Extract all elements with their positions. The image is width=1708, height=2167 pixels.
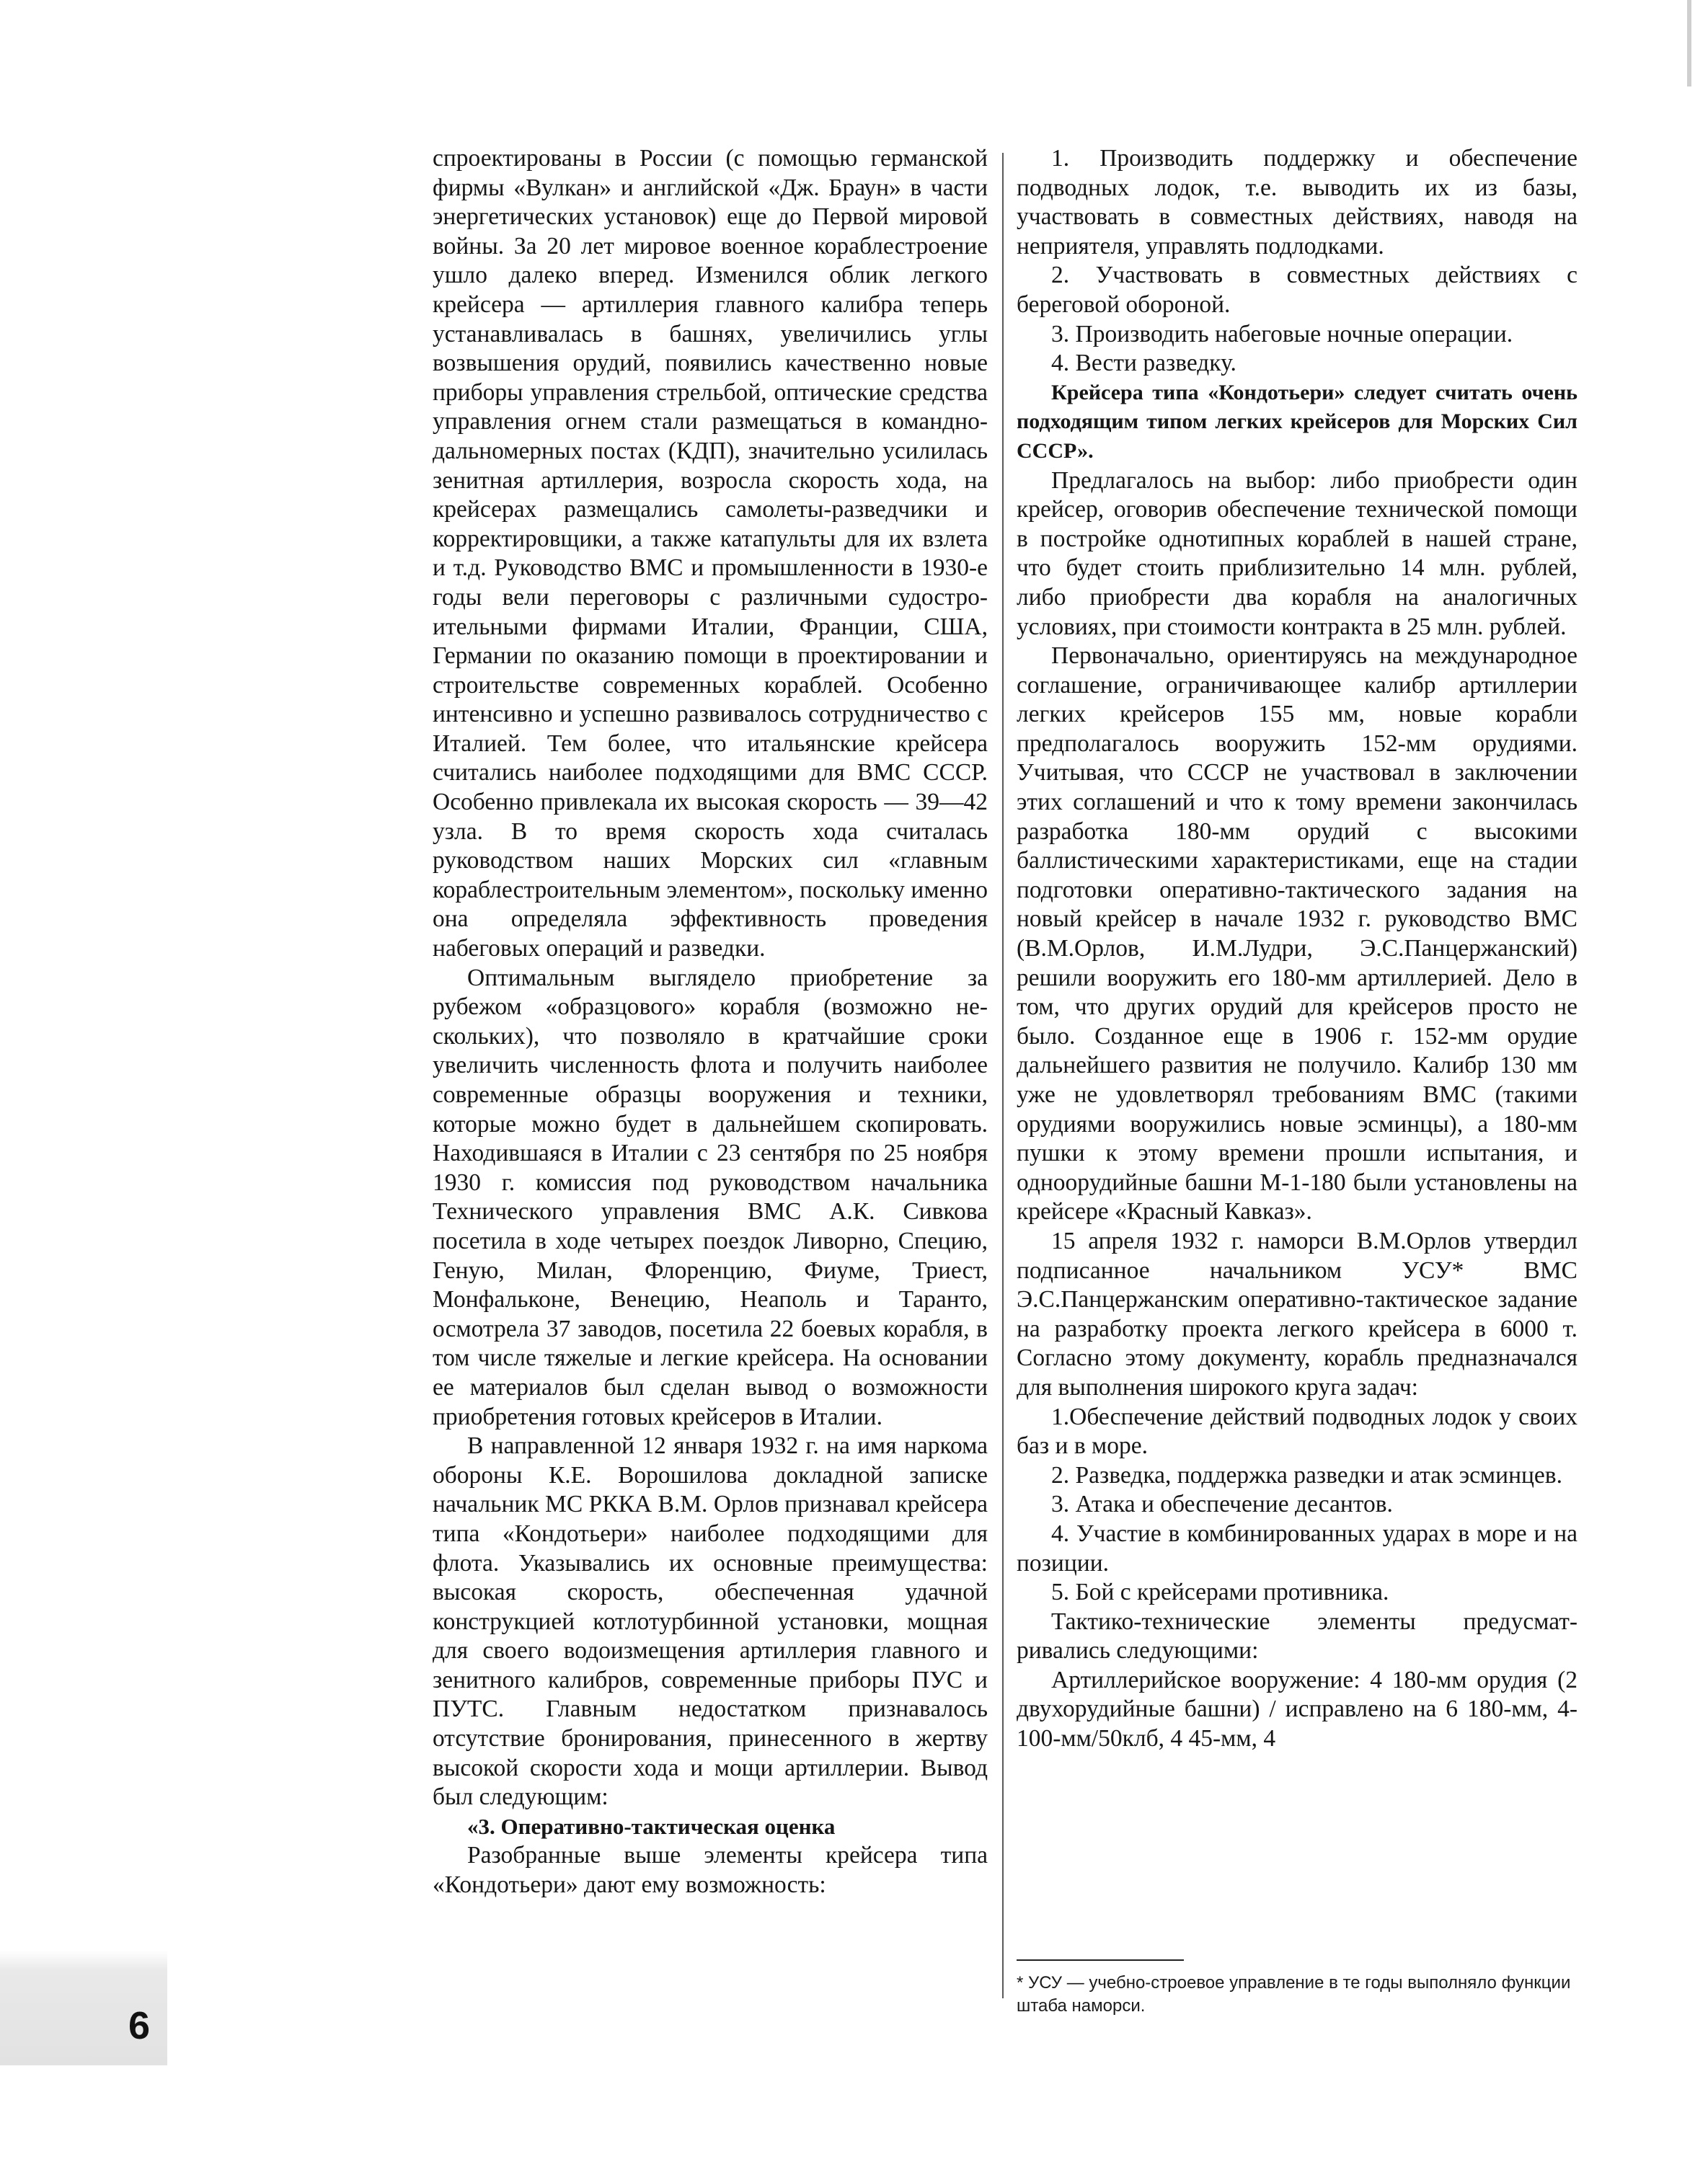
page-number: 6 bbox=[128, 2004, 151, 2047]
scan-edge-mark bbox=[1687, 0, 1691, 87]
paragraph: Тактико-технические элементы предусматривались следующими: bbox=[1017, 1608, 1578, 1665]
list-item: 1.Обеспечение действий подводных лодок у своих баз и в море. bbox=[1017, 1403, 1578, 1460]
left-text-column bbox=[433, 144, 988, 1900]
paragraph: Первоначально, ориентируясь на международное соглашение, ограничивающее калибр артиллерии легких крейсеров 155 мм, новые корабли предполагалось вооружить 152-мм орудиями. Учитывая, что СССР не участвовал в заключении этих соглашений и что к тому времени закончилась разработка 180-мм орудий с высокими баллистическими характеристиками, еще на стадии подготовки оперативно-тактического задания на новый крейсер в начале 1932 г. руководство ВМС (В.М.Орлов, И.М.Лудри, Э.С.Панцержанский) решили вооружить его 180-мм артиллерией. Дело в том, что других орудий для крейсеров просто не было. Созданное еще в 1906 г. 152-мм орудие дальнейшего развития не получило. Калибр 130 мм уже не удовлетворял требованиям ВМС (такими орудиями вооружились новые эсминцы), а 180-мм пушки к этому времени прошли испытания, и одноорудийные башни М-1-180 были установлены на крейсере «Красный Кавказ». bbox=[1017, 642, 1578, 1226]
column-divider bbox=[1002, 153, 1004, 1998]
section-heading: «3. Оперативно-тактическая оценка bbox=[467, 1813, 836, 1839]
paragraph: 15 апреля 1932 г. наморси В.М.Орлов утвердил подписанное начальником УСУ* ВМС Э.С.Панцержанским оперативно-тактическое задание на разработку проекта легкого крейсера в 6000 т. Согласно этому документу, корабль предназначался для выполнения широкого круга задач: bbox=[1017, 1227, 1578, 1401]
list-item: 3. Атака и обеспечение десантов. bbox=[1051, 1491, 1393, 1518]
bold-conclusion: Крейсера типа «Кондотьери» следует считать очень подходящим типом легких крейсеров для Морских Сил СССР». bbox=[1017, 380, 1578, 463]
list-item: 2. Разведка, поддержка разведки и атак эсминцев. bbox=[1051, 1461, 1562, 1489]
paragraph: В направленной 12 января 1932 г. на имя наркома обороны К.Е. Ворошилова докладной записке начальник МС РККА В.М. Орлов признавал крейсера типа «Кондотьери» наиболее подходящими для флота. Указывались их основные преимущества: высокая скорость, обеспеченная удачной конструкцией котлотурбинной установки, мощная для своего водоизмещения артиллерия главного и зенитного калибров, современные приборы ПУС и ПУТС. Главным недостатком признавалось отсутствие бронирования, принесенного в жертву высокой скорости хода и мощи артиллерии. Вывод был следующим: bbox=[433, 1432, 988, 1811]
paragraph: спроектированы в России (с помощью германской фирмы «Вулкан» и английской «Дж. Браун» в части энергетических установок) еще до Первой мировой войны. За 20 лет мировое военное кораблестроение ушло далеко вперед. Изменился облик легкого крейсера — артиллерия главного калибра теперь устанавливалась в башнях, увеличились углы возвышения орудий, появились качественно новые приборы управления стрельбой, оптические средства управления огнем стали размещаться в командно-дальномерных постах (КДП), значительно усилилась зенитная артиллерия, возросла скорость хода, на крейсерах размещались самолеты-разведчики и корректировщики, а также катапульты для их взлета и т.д. Руководство ВМС и промышленности в 1930-е годы вели переговоры с различными судостроительными фирмами Италии, Франции, США, Германии по оказанию помощи в проектировании и строительстве современных кораблей. Особенно интенсивно и успешно развивалось сотрудничество с Италией. Тем более, что итальянские крейсера считались наиболее подходящими для ВМС СССР. Особенно привлекала их высокая скорость — 39—42 узла. В то время скорость хода считалась руководством наших Морских сил «главным кораблестроительным элементом», поскольку именно она определяла эффективность проведения набеговых операций и разведки. bbox=[433, 145, 988, 962]
footnote: * УСУ — учебно-строевое управление в те годы выполняло функции штаба наморси. bbox=[1017, 1973, 1571, 2016]
list-item: 5. Бой с крейсерами противника. bbox=[1051, 1579, 1389, 1606]
paragraph: Разобранные выше элементы крейсера типа «Кондотьери» дают ему возможность: bbox=[433, 1842, 988, 1899]
right-text-column bbox=[1017, 144, 1578, 1754]
list-item: 4. Участие в комбинированных ударах в море и на позиции. bbox=[1017, 1520, 1578, 1577]
paragraph: Артиллерийское вооружение: 4 180-мм орудия (2 двухорудийные башни) / исправлено на 6 180-мм, 4-100-мм/50клб, 4 45-мм, 4 bbox=[1017, 1666, 1578, 1752]
footnote-divider bbox=[1017, 1959, 1184, 1961]
list-item: 2. Участвовать в совместных действиях с береговой обороной. bbox=[1017, 262, 1578, 318]
list-item: 3. Производить набеговые ночные операции. bbox=[1051, 320, 1513, 347]
paragraph: Предлагалось на выбор: либо приобрести один крейсер, оговорив обеспечение технической помощи в постройке однотипных кораблей в нашей стране, что будет стоить приблизительно 14 млн. рублей, либо приобрести два корабля на аналогичных условиях, при стоимости контракта в 25 млн. рублей. bbox=[1017, 466, 1578, 640]
list-item: 4. Вести разведку. bbox=[1051, 350, 1236, 377]
list-item: 1. Производить поддержку и обеспечение подводных лодок, т.е. выводить их из базы, участвовать в совместных действиях, наводя на неприятеля, управлять подлодками. bbox=[1017, 145, 1578, 260]
paragraph: Оптимальным выглядело приобретение за рубежом «образцового» корабля (возможно нескольких), что позволяло в кратчайшие сроки увеличить численность флота и получить наиболее современные образцы вооружения и техники, которые можно будет в дальнейшем скопировать. Находившаяся в Италии с 23 сентября по 25 ноября 1930 г. комиссия под руководством начальника Технического управления ВМС А.К. Сивкова посетила в ходе четырех поездок Ливорно, Специю, Геную, Милан, Флоренцию, Фиуме, Триест, Монфальконе, Венецию, Неаполь и Таранто, осмотрела 37 заводов, посетила 22 боевых корабля, в том числе тяжелые и легкие крейсера. На основании ее материалов был сделан вывод о возможности приобретения готовых крейсеров в Италии. bbox=[433, 964, 988, 1430]
